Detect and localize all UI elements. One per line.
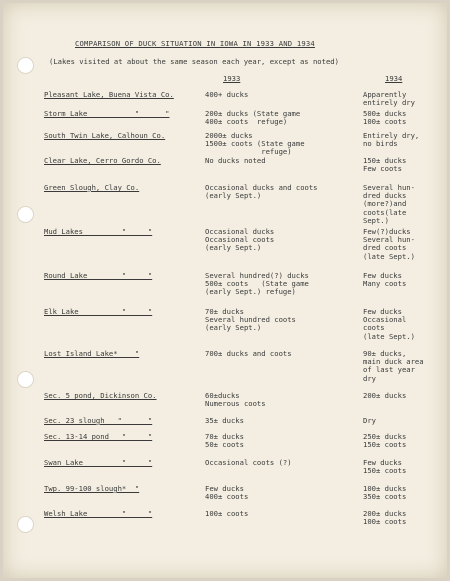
count-1933: Few ducks 400± coots [205, 484, 249, 502]
document-title: COMPARISON OF DUCK SITUATION IN IOWA IN 1933 AND 1934 [75, 39, 315, 48]
column-header-1934: 1934 [385, 74, 403, 83]
count-1933: No ducks noted [205, 156, 266, 165]
count-1934: 150± ducks Few coots [363, 156, 407, 174]
count-1933: 400+ ducks [205, 90, 249, 99]
lake-name: Clear Lake, Cerro Gordo Co. [44, 156, 161, 165]
count-1933: 35± ducks [205, 416, 244, 425]
count-1933: 70± ducks 50± coots [205, 432, 244, 450]
lake-name: Welsh Lake " " [44, 509, 153, 518]
column-header-1933: 1933 [223, 74, 241, 83]
count-1934: Dry [363, 416, 376, 425]
count-1933: Several hundred(?) ducks 500± coots (State game (early Sept.) refuge) [205, 271, 309, 297]
punch-hole [17, 371, 34, 388]
count-1934: Few(?)ducks Several hun- dred coots (late Sept.) [363, 227, 415, 261]
count-1934: Few ducks Many coots [363, 271, 407, 289]
lake-name: Sec. 5 pond, Dickinson Co. [44, 391, 157, 400]
lake-name: Elk Lake " " [44, 307, 153, 316]
lake-name: Storm Lake " " [44, 109, 170, 118]
count-1934: 100± ducks 350± coots [363, 484, 407, 502]
lake-name: Round Lake " " [44, 271, 153, 280]
punch-hole [17, 57, 34, 74]
count-1934: Several hun- dred ducks (more?)and coots(late Sept.) [363, 183, 415, 225]
count-1933: 70± ducks Several hundred coots (early Sept.) [205, 307, 296, 333]
count-1934: Few ducks 150± coots [363, 458, 407, 476]
punch-hole [17, 516, 34, 533]
lake-name: Mud Lakes " " [44, 227, 153, 236]
count-1933: Occasional coots (?) [205, 458, 292, 467]
count-1933: 200± ducks (State game 400± coots refuge) [205, 109, 301, 127]
count-1934: 250± ducks 150± coots [363, 432, 407, 450]
count-1934: Few ducks Occasional coots (late Sept.) [363, 307, 415, 341]
count-1934: Apparently entirely dry [363, 90, 415, 108]
count-1933: 100± coots [205, 509, 249, 518]
lake-name: Sec. 23 slough " " [44, 416, 153, 425]
count-1933: Occasional ducks and coots (early Sept.) [205, 183, 318, 201]
count-1933: 60±ducks Numerous coots [205, 391, 266, 409]
count-1934: 90± ducks, main duck area of last year dry [363, 349, 424, 383]
lake-name: Lost Island Lake* " [44, 349, 140, 358]
count-1933: Occasional ducks Occasional coots (early Sept.) [205, 227, 275, 253]
count-1934: 500± ducks 100± coots [363, 109, 407, 127]
punch-hole [17, 206, 34, 223]
count-1934: Entirely dry, no birds [363, 131, 420, 149]
count-1934: 200± ducks 100± coots [363, 509, 407, 527]
count-1933: 2000± ducks 1500± coots (State game refuge) [205, 131, 305, 157]
count-1934: 200± ducks [363, 391, 407, 400]
lake-name: Twp. 99-100 slough* " [44, 484, 140, 493]
lake-name: Sec. 13-14 pond " " [44, 432, 153, 441]
lake-name: Green Slough, Clay Co. [44, 183, 140, 192]
lake-name: Pleasant Lake, Buena Vista Co. [44, 90, 174, 99]
lake-name: South Twin Lake, Calhoun Co. [44, 131, 166, 140]
count-1933: 700± ducks and coots [205, 349, 292, 358]
document-subtitle: (Lakes visited at about the same season each year, except as noted) [49, 57, 339, 66]
document-page [3, 3, 447, 578]
lake-name: Swan Lake " " [44, 458, 153, 467]
